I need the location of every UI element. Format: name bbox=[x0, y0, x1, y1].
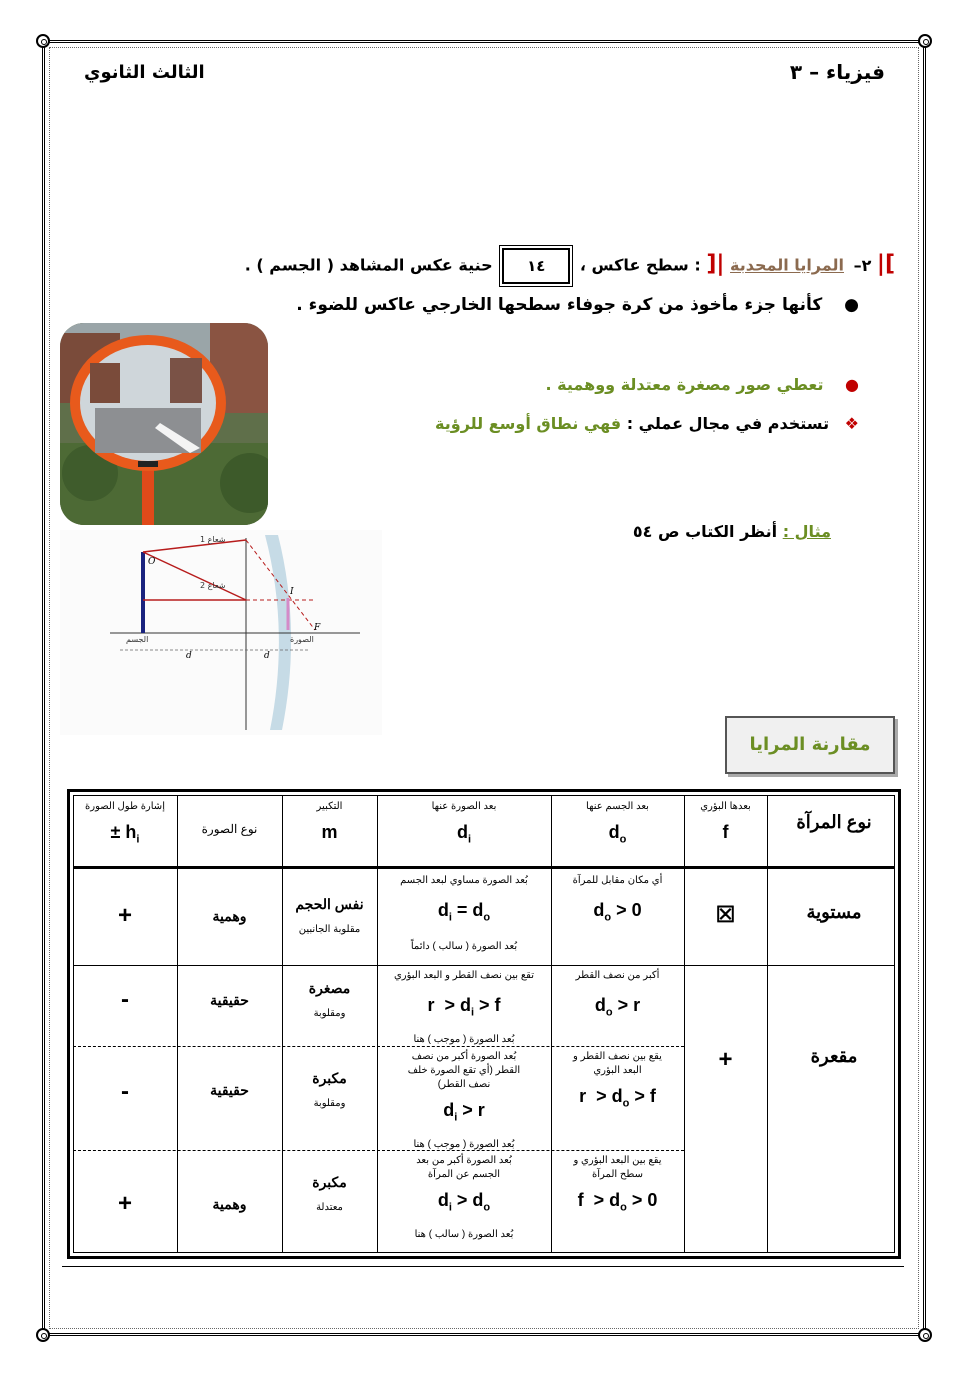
concave-r2-image-type-text: حقيقية bbox=[210, 1082, 249, 1098]
concave-r1-m-note: ومقلوبة bbox=[313, 1008, 346, 1019]
plane-focal-cell bbox=[684, 902, 767, 928]
bullet-dot-icon: ● bbox=[845, 375, 859, 394]
concave-r1-do-note: أكبر من نصف القطر bbox=[575, 970, 660, 981]
col-divider bbox=[177, 795, 178, 1253]
header-di-symbol: $d_i$ bbox=[456, 822, 472, 846]
image-point-label: I bbox=[290, 587, 294, 597]
corner-ornament bbox=[36, 1328, 50, 1342]
header-focal-length bbox=[684, 800, 767, 844]
header-image-type bbox=[177, 822, 282, 836]
concave-r3-m-note: معتدلة bbox=[316, 1202, 343, 1213]
ray1-label: شعاع 1 bbox=[200, 535, 226, 544]
plane-di-note: بُعد الصورة مساوي لبعد الجسم bbox=[400, 875, 528, 886]
plane-image-type bbox=[177, 908, 282, 925]
concave-r2-hi-text: - bbox=[121, 1078, 129, 1105]
do-label: d bbox=[186, 651, 192, 661]
concave-r1-image-type-text: حقيقية bbox=[210, 992, 249, 1008]
concave-r1-di-sign: بُعد الصورة ( موجب ) هنا bbox=[413, 1033, 515, 1045]
concave-r2-image-distance bbox=[377, 1050, 551, 1152]
plane-m-main: نفس الحجم bbox=[295, 896, 364, 912]
concave-r1-image-distance bbox=[377, 969, 551, 1047]
concave-r1-do-main: $d_o > r$ bbox=[594, 995, 641, 1019]
plane-m-note: مقلوبة الجانبين bbox=[298, 924, 361, 935]
image-label: الصورة bbox=[290, 635, 314, 644]
example-label: مثال : bbox=[782, 522, 831, 541]
plane-type-text: مستوية bbox=[806, 902, 862, 922]
crossed-box-icon: ☒ bbox=[715, 902, 736, 927]
concave-r3-m-main: مكبرة bbox=[312, 1174, 347, 1190]
concave-type-text: مقعرة bbox=[810, 1046, 858, 1066]
concave-r1-di-note: تقع بين نصف القطر و البعد البؤري bbox=[393, 970, 535, 981]
section-text-b: حنية عكس المشاهد ( الجسم ) . bbox=[244, 255, 493, 275]
comparison-title: مقارنة المرايا bbox=[725, 716, 895, 774]
concave-r3-hi-text: + bbox=[117, 1190, 132, 1217]
mirror-comparison-table bbox=[67, 789, 901, 1259]
concave-r3-image-type bbox=[177, 1196, 282, 1213]
concave-r3-di-note: بُعد الصورة أكبر من بعد الجسم عن المرآة bbox=[416, 1155, 512, 1180]
concave-r2-di-main: $d_i > r$ bbox=[443, 1100, 485, 1124]
concave-r3-do-main: $f > d_o > 0$ bbox=[577, 1190, 658, 1214]
page-reference-box: ١٤ bbox=[502, 248, 570, 284]
bracket-open: ]| bbox=[876, 251, 895, 277]
concave-r1-hi-text: - bbox=[121, 986, 129, 1013]
use-value: فهي نطاق أوسع للرؤية bbox=[435, 414, 622, 433]
concave-r2-m-note: ومقلوبة bbox=[313, 1098, 346, 1109]
convex-mirror-ray-diagram bbox=[60, 530, 382, 735]
concave-r3-image-distance bbox=[377, 1154, 551, 1242]
concave-r2-magnification bbox=[282, 1070, 377, 1111]
bullet-text-1: كأنها جزء مأخوذ من كرة جوفاء سطحها الخارجي عاكس للضوء . bbox=[296, 295, 823, 315]
diamond-bullet-icon: ❖ bbox=[844, 414, 859, 433]
plane-image-type-text: وهمية bbox=[212, 908, 247, 924]
header-f-symbol: f bbox=[722, 822, 729, 842]
mirror-photo-illustration bbox=[60, 323, 268, 525]
section-title: المرايا المحدبة bbox=[730, 255, 844, 275]
header-image-distance bbox=[377, 800, 551, 852]
concave-r3-image-type-text: وهمية bbox=[212, 1196, 247, 1212]
ray-diagram-svg bbox=[60, 530, 382, 735]
concave-r2-m-main: مكبرة bbox=[312, 1070, 347, 1086]
subject-heading: فيزياء – ٣ bbox=[789, 60, 885, 84]
plane-height-sign bbox=[73, 902, 177, 930]
plane-di-main: $d_i = d_o$ bbox=[437, 900, 491, 924]
convex-mirror-photo bbox=[60, 323, 268, 525]
hi-symbol: ± h bbox=[110, 822, 137, 842]
concave-r2-do-main: $r > d_o > f$ bbox=[579, 1086, 656, 1110]
ray2-label: شعاع 2 bbox=[200, 581, 226, 590]
focal-point-label: F bbox=[314, 623, 321, 633]
concave-r1-image-type bbox=[177, 992, 282, 1009]
plane-object-distance bbox=[551, 874, 684, 930]
corner-ornament bbox=[36, 34, 50, 48]
bullet-line-2 bbox=[546, 375, 859, 394]
header-image-type-text: نوع الصورة bbox=[201, 822, 258, 836]
bullet-text-2: تعطي صور مصغرة معتدلة ووهمية . bbox=[545, 375, 824, 394]
concave-f-text: + bbox=[718, 1046, 733, 1073]
row-divider bbox=[73, 965, 895, 966]
plane-image-distance bbox=[377, 874, 551, 954]
bracket-close: |[ bbox=[706, 251, 725, 277]
header-do-label: بعد الجسم عنها bbox=[586, 801, 649, 812]
header-m-label: التكبير bbox=[316, 801, 343, 812]
section-number: ٢– bbox=[853, 255, 872, 275]
header-image-height-sign bbox=[73, 800, 177, 852]
header-magnification bbox=[282, 800, 377, 844]
header-hi-label: إشارة طول الصورة bbox=[85, 801, 165, 812]
use-line bbox=[435, 414, 859, 433]
header-mirror-type bbox=[767, 812, 901, 833]
footer-rule bbox=[62, 1266, 904, 1267]
plane-hi-text: + bbox=[117, 902, 132, 929]
section-text-a: سطح عاكس ، bbox=[579, 255, 689, 275]
header-hi-symbol: ± $h_i$ bbox=[110, 822, 140, 846]
di-symbol: d bbox=[456, 822, 468, 842]
colon: : bbox=[694, 255, 701, 275]
header-object-distance bbox=[551, 800, 684, 852]
header-mirror-type-text: نوع المرآة bbox=[796, 812, 872, 832]
concave-r2-object-distance bbox=[551, 1050, 684, 1116]
concave-r2-height-sign bbox=[73, 1078, 177, 1106]
plane-do-note: أي مكان مقابل للمرآة bbox=[572, 875, 663, 886]
concave-r3-di-sign: بُعد الصورة ( سالب ) هنا bbox=[414, 1228, 514, 1240]
plane-mirror-type bbox=[767, 902, 901, 923]
example-line bbox=[633, 522, 831, 541]
concave-r1-magnification bbox=[282, 980, 377, 1021]
concave-r3-height-sign bbox=[73, 1190, 177, 1218]
plane-do-main: $d_o > 0$ bbox=[593, 900, 642, 924]
col-divider bbox=[684, 795, 685, 1253]
header-m-symbol: m bbox=[321, 822, 338, 842]
concave-r2-image-type bbox=[177, 1082, 282, 1099]
concave-r3-magnification bbox=[282, 1174, 377, 1215]
concave-r3-do-note: يقع بين البعد البؤري و سطح المرآة bbox=[573, 1155, 662, 1180]
plane-magnification bbox=[282, 896, 377, 937]
bullet-line-1 bbox=[296, 295, 859, 315]
use-label: تستخدم في مجال عملي : bbox=[626, 414, 830, 433]
concave-r1-di-main: $r > d_i > f$ bbox=[427, 995, 501, 1019]
di-label: d bbox=[264, 651, 270, 661]
do-symbol: d bbox=[608, 822, 620, 842]
concave-r1-object-distance bbox=[551, 969, 684, 1025]
corner-ornament bbox=[918, 34, 932, 48]
header-di-label: بعد الصورة عنها bbox=[431, 801, 497, 812]
concave-r1-m-main: مصغرة bbox=[308, 980, 351, 996]
header-f-label: بعدها البؤري bbox=[700, 801, 751, 812]
concave-mirror-type bbox=[767, 1046, 901, 1067]
concave-r3-object-distance bbox=[551, 1154, 684, 1220]
concave-r2-di-sign: بُعد الصورة ( موجب ) هنا bbox=[413, 1138, 515, 1150]
concave-r3-di-main: $d_i > d_o$ bbox=[437, 1190, 491, 1214]
object-label: الجسم bbox=[126, 635, 149, 644]
concave-r1-height-sign bbox=[73, 986, 177, 1014]
concave-focal-sign bbox=[684, 1046, 767, 1074]
object-point-label: O bbox=[148, 557, 156, 567]
bullet-dot-icon: ● bbox=[844, 295, 859, 315]
grade-heading: الثالث الثانوي bbox=[84, 62, 205, 83]
plane-di-sign: بُعد الصورة ( سالب ) دائماً bbox=[410, 940, 518, 952]
header-do-symbol: $d_o$ bbox=[608, 822, 627, 846]
concave-r2-do-note: يقع بين نصف القطر و البعد البؤري bbox=[573, 1051, 662, 1076]
concave-r2-di-note: بُعد الصورة أكبر من نصف القطر (أي تقع الصورة خلف نصف القطر) bbox=[407, 1051, 521, 1090]
section-heading-line bbox=[245, 248, 895, 284]
corner-ornament bbox=[918, 1328, 932, 1342]
example-text: أنظر الكتاب ص ٥٤ bbox=[632, 522, 778, 541]
col-divider bbox=[767, 795, 768, 1253]
header-divider bbox=[73, 866, 895, 869]
